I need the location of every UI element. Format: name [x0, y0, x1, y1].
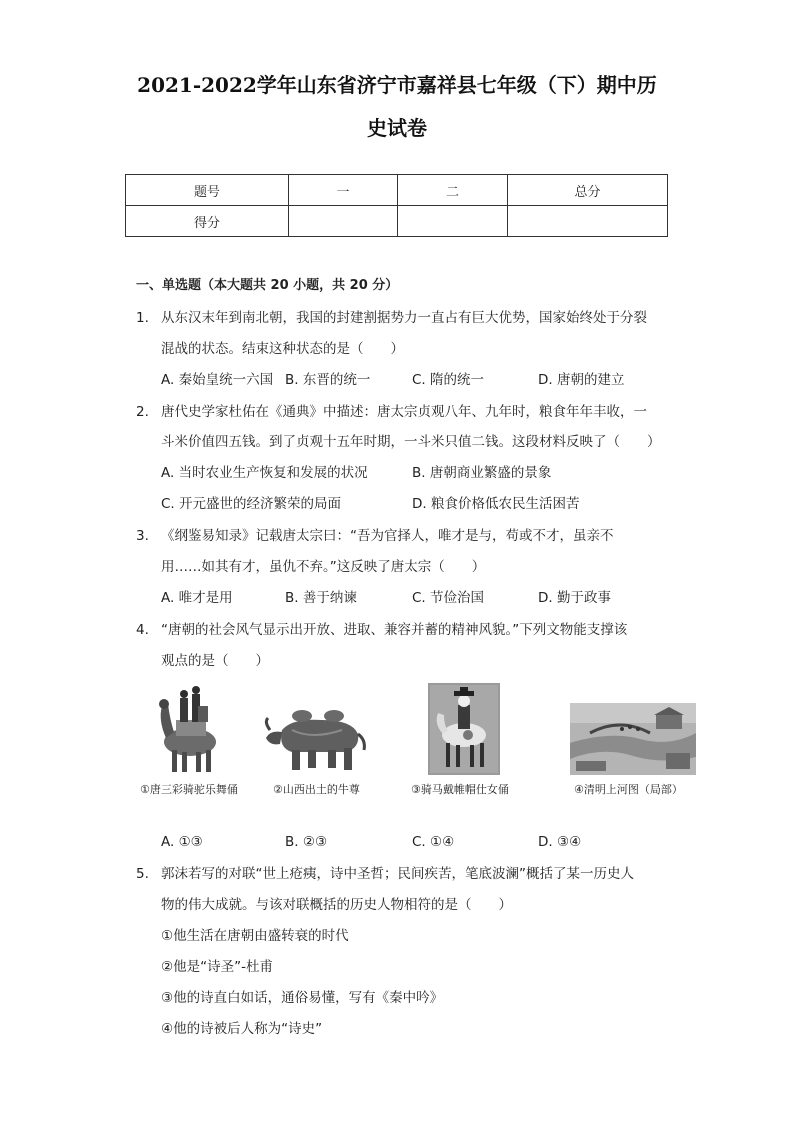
image-caption: ③骑马戴帷帽仕女俑	[411, 783, 509, 796]
question-stem: 混战的状态。结束这种状态的是（ ）	[161, 341, 404, 357]
option-c: C. 节俭治国	[412, 590, 485, 606]
option-a: A. 当时农业生产恢复和发展的状况	[161, 465, 368, 481]
ox-vessel-image	[262, 700, 372, 774]
statement-item: ①他生活在唐朝由盛转衰的时代	[161, 928, 349, 944]
option-c: C. ①④	[412, 834, 455, 850]
question-stem: 《纲鉴易知录》记载唐太宗曰：“吾为官择人，唯才是与，苟或不才，虽亲不	[161, 528, 614, 544]
statement-item: ②他是“诗圣”-杜甫	[161, 959, 273, 975]
question-stem: 物的伟大成就。与该对联概括的历史人物相符的是（ ）	[161, 897, 512, 913]
score-table-header-row	[126, 175, 668, 206]
question-number: 3.	[136, 528, 149, 544]
image-caption: ②山西出土的牛尊	[273, 783, 360, 796]
score-row-label: 得分	[126, 206, 289, 237]
score-cell	[398, 206, 508, 237]
question-number: 4.	[136, 622, 149, 638]
question-stem: 郭沫若写的对联“世上疮痍，诗中圣哲；民间疾苦，笔底波澜”概括了某一历史人	[161, 866, 634, 882]
image-caption: ④清明上河图（局部）	[574, 783, 683, 796]
section-heading: 一、单选题（本大题共 20 小题，共 20 分）	[136, 278, 399, 293]
exam-title-line2: 史试卷	[367, 116, 427, 140]
question-stem: 观点的是（ ）	[161, 653, 269, 669]
horse-rider-figurine-image	[428, 683, 500, 775]
score-cell	[508, 206, 668, 237]
question-stem: 唐代史学家杜佑在《通典》中描述：唐太宗贞观八年、九年时，粮食年年丰收，一	[161, 404, 647, 420]
option-a: A. 唯才是用	[161, 590, 233, 606]
option-d: D. ③④	[538, 834, 582, 850]
camel-figurine-image	[150, 680, 226, 776]
option-d: D. 勤于政事	[538, 590, 611, 606]
score-cell	[289, 206, 398, 237]
question-stem: 从东汉末年到南北朝，我国的封建割据势力一直占有巨大优势，国家始终处于分裂	[161, 310, 647, 326]
image-caption: ①唐三彩骑驼乐舞俑	[140, 783, 238, 796]
option-b: B. ②③	[285, 834, 328, 850]
option-c: C. 开元盛世的经济繁荣的局面	[161, 496, 342, 512]
statement-item: ③他的诗直白如话，通俗易懂，写有《秦中吟》	[161, 990, 444, 1006]
question-stem: “唐朝的社会风气显示出开放、进取、兼容并蓄的精神风貌。”下列文物能支撑该	[161, 622, 628, 638]
score-table	[125, 174, 668, 237]
option-a: A. ①③	[161, 834, 203, 850]
score-header-cell: 一	[289, 175, 398, 206]
score-header-cell: 总分	[508, 175, 668, 206]
option-a: A. 秦始皇统一六国	[161, 372, 274, 388]
option-b: B. 东晋的统一	[285, 372, 371, 388]
statement-item: ④他的诗被后人称为“诗史”	[161, 1021, 323, 1037]
qingming-scroll-image	[570, 703, 696, 775]
question-stem: 斗米价值四五钱。到了贞观十五年时期，一斗米只值二钱。这段材料反映了（ ）	[161, 434, 661, 450]
score-table-score-row	[126, 206, 668, 237]
option-d: D. 粮食价格低农民生活困苦	[412, 496, 580, 512]
option-b: B. 唐朝商业繁盛的景象	[412, 465, 552, 481]
exam-title-line1: 2021-2022学年山东省济宁市嘉祥县七年级（下）期中历	[137, 73, 657, 97]
option-c: C. 隋的统一	[412, 372, 485, 388]
question-number: 1.	[136, 310, 149, 326]
option-d: D. 唐朝的建立	[538, 372, 625, 388]
score-header-cell: 题号	[126, 175, 289, 206]
question-number: 5.	[136, 866, 149, 882]
score-header-cell: 二	[398, 175, 508, 206]
question-stem: 用……如其有才，虽仇不弃。”这反映了唐太宗（ ）	[161, 559, 486, 575]
option-b: B. 善于纳谏	[285, 590, 357, 606]
question-number: 2.	[136, 404, 149, 420]
